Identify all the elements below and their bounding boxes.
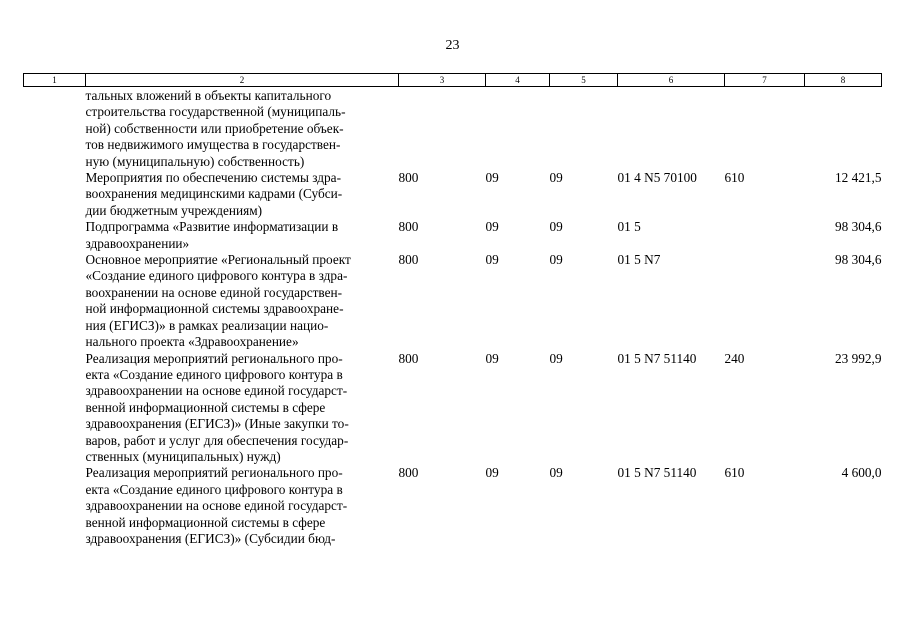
subsection-code-cell: 09 xyxy=(549,219,563,235)
target-article-cell: 01 5 N7 xyxy=(617,252,661,268)
column-header-3: 3 xyxy=(399,74,486,87)
column-header-1: 1 xyxy=(24,74,86,87)
subsection-code-cell: 09 xyxy=(549,350,563,366)
budget-table xyxy=(23,73,882,547)
table-row xyxy=(24,219,882,252)
subsection-code-cell xyxy=(550,87,618,171)
page-number: 23 xyxy=(445,38,460,53)
target-article-cell: 01 5 N7 51140 xyxy=(617,350,697,366)
section-code-cell: 09 xyxy=(485,170,499,186)
column-header-5: 5 xyxy=(550,74,618,87)
item-name-cell: тальных вложений в объекты капитального строительства государственной (муниципаль- ной) собственности или приобретение объек- тов недвижимого имущества в государствен- ную (муниципальную) собственность) xyxy=(85,88,346,169)
section-code-cell: 09 xyxy=(485,350,499,366)
column-header-4: 4 xyxy=(486,74,550,87)
target-article-cell xyxy=(618,87,725,171)
amount-cell: 23 992,9 xyxy=(834,350,882,366)
expense-type-cell xyxy=(725,87,805,171)
table-row xyxy=(24,351,882,466)
item-name-cell: Реализация мероприятий регионального про- екта «Создание единого цифрового контура в здравоохранении на основе единой государст- венной информационной системы в сфере здравоохранения (ЕГИСЗ)» (Иные закупки то- варов, работ и услуг для обеспечения государ- ственных (муниципальных) нужд) xyxy=(85,350,349,464)
expense-type-cell: 610 xyxy=(724,170,745,186)
table-row xyxy=(24,252,882,350)
row-number-cell xyxy=(24,351,86,466)
column-header-6: 6 xyxy=(618,74,725,87)
table-row xyxy=(24,87,882,171)
target-article-cell: 01 5 xyxy=(617,219,641,235)
column-header-7: 7 xyxy=(725,74,805,87)
admin-code-cell: 800 xyxy=(398,252,419,268)
expense-type-cell: 610 xyxy=(724,465,745,481)
amount-cell: 98 304,6 xyxy=(834,219,882,235)
expense-type-cell: 240 xyxy=(724,350,745,366)
column-header-8: 8 xyxy=(805,74,882,87)
subsection-code-cell: 09 xyxy=(549,465,563,481)
amount-cell xyxy=(805,87,882,171)
section-code-cell: 09 xyxy=(485,219,499,235)
amount-cell: 4 600,0 xyxy=(841,465,882,481)
row-number-cell xyxy=(24,219,86,252)
section-code-cell: 09 xyxy=(485,465,499,481)
target-article-cell: 01 5 N7 51140 xyxy=(617,465,697,481)
table-row xyxy=(24,170,882,219)
subsection-code-cell: 09 xyxy=(549,170,563,186)
item-name-cell: Основное мероприятие «Региональный проект «Создание единого цифрового контура в здра- воохранении на основе единой государствен- ной информационной системы здравоохране- ния (ЕГИСЗ)» в рамках реализации нацио- нального проекта «Здравоохранение» xyxy=(85,252,351,350)
row-number-cell xyxy=(24,252,86,350)
table-row xyxy=(24,465,882,547)
row-number-cell xyxy=(24,87,86,171)
expense-type-cell xyxy=(725,219,805,252)
item-name-cell: Мероприятия по обеспечению системы здра- воохранения медицинскими кадрами (Субси- дии бюджетным учреждениям) xyxy=(85,170,343,218)
admin-code-cell: 800 xyxy=(398,170,419,186)
row-number-cell xyxy=(24,465,86,547)
admin-code-cell: 800 xyxy=(398,465,419,481)
item-name-cell: Подпрограмма «Развитие информатизации в здравоохранении» xyxy=(85,219,339,251)
amount-cell: 98 304,6 xyxy=(834,252,882,268)
row-number-cell xyxy=(24,170,86,219)
section-code-cell: 09 xyxy=(485,252,499,268)
item-name-cell: Реализация мероприятий регионального про- екта «Создание единого цифрового контура в здравоохранении на основе единой государст- венной информационной системы в сфере здравоохранения (ЕГИСЗ)» (Субсидии бюд- xyxy=(85,465,348,546)
section-code-cell xyxy=(486,87,550,171)
admin-code-cell: 800 xyxy=(398,350,419,366)
expense-type-cell xyxy=(725,252,805,350)
amount-cell: 12 421,5 xyxy=(834,170,882,186)
admin-code-cell: 800 xyxy=(398,219,419,235)
header-row xyxy=(24,74,882,87)
subsection-code-cell: 09 xyxy=(549,252,563,268)
column-header-2: 2 xyxy=(86,74,399,87)
target-article-cell: 01 4 N5 70100 xyxy=(617,170,697,186)
admin-code-cell xyxy=(399,87,486,171)
